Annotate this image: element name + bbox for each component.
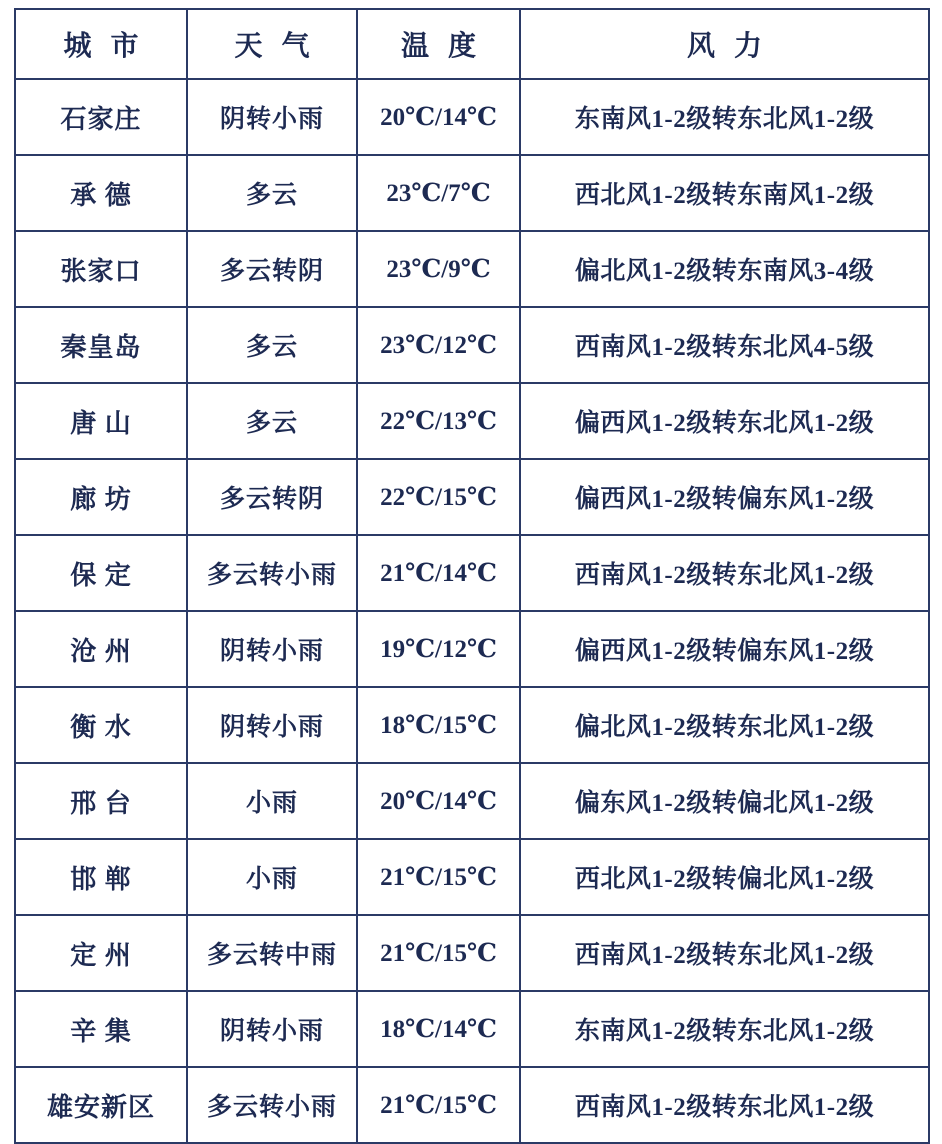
table-row — [15, 459, 929, 535]
cell-temperature: 18℃/14℃ — [357, 991, 520, 1067]
cell-city: 邯 郸 — [15, 839, 187, 915]
cell-city: 辛 集 — [15, 991, 187, 1067]
cell-city: 沧 州 — [15, 611, 187, 687]
cell-temperature: 21℃/15℃ — [357, 915, 520, 991]
cell-weather: 多云转阴 — [187, 459, 357, 535]
cell-city: 衡 水 — [15, 687, 187, 763]
cell-weather: 多云转阴 — [187, 231, 357, 307]
cell-weather: 阴转小雨 — [187, 611, 357, 687]
table-row — [15, 611, 929, 687]
cell-temperature: 20℃/14℃ — [357, 763, 520, 839]
table-row — [15, 991, 929, 1067]
cell-wind: 西北风1-2级转偏北风1-2级 — [520, 839, 929, 915]
cell-city: 承 德 — [15, 155, 187, 231]
cell-weather: 阴转小雨 — [187, 991, 357, 1067]
table-row — [15, 915, 929, 991]
cell-temperature: 23℃/12℃ — [357, 307, 520, 383]
cell-city: 雄安新区 — [15, 1067, 187, 1143]
cell-city: 秦皇岛 — [15, 307, 187, 383]
table-row — [15, 1067, 929, 1143]
cell-wind: 西南风1-2级转东北风1-2级 — [520, 1067, 929, 1143]
cell-temperature: 23℃/7℃ — [357, 155, 520, 231]
table-body — [15, 79, 929, 1143]
cell-weather: 多云 — [187, 155, 357, 231]
cell-temperature: 20℃/14℃ — [357, 79, 520, 155]
cell-wind: 偏东风1-2级转偏北风1-2级 — [520, 763, 929, 839]
cell-temperature: 19℃/12℃ — [357, 611, 520, 687]
cell-weather: 多云转小雨 — [187, 535, 357, 611]
column-header-temperature: 温 度 — [357, 9, 520, 79]
cell-weather: 小雨 — [187, 763, 357, 839]
column-header-weather: 天 气 — [187, 9, 357, 79]
cell-wind: 偏北风1-2级转东北风1-2级 — [520, 687, 929, 763]
column-header-city: 城 市 — [15, 9, 187, 79]
cell-temperature: 23℃/9℃ — [357, 231, 520, 307]
column-header-wind: 风 力 — [520, 9, 929, 79]
cell-weather: 多云 — [187, 307, 357, 383]
cell-wind: 偏西风1-2级转东北风1-2级 — [520, 383, 929, 459]
cell-temperature: 22℃/13℃ — [357, 383, 520, 459]
cell-weather: 多云转小雨 — [187, 1067, 357, 1143]
table-row — [15, 307, 929, 383]
cell-wind: 东南风1-2级转东北风1-2级 — [520, 991, 929, 1067]
cell-wind: 西南风1-2级转东北风1-2级 — [520, 915, 929, 991]
table-row — [15, 231, 929, 307]
cell-city: 保 定 — [15, 535, 187, 611]
cell-weather: 阴转小雨 — [187, 79, 357, 155]
cell-city: 唐 山 — [15, 383, 187, 459]
cell-weather: 小雨 — [187, 839, 357, 915]
table-row — [15, 79, 929, 155]
cell-city: 石家庄 — [15, 79, 187, 155]
table-row — [15, 155, 929, 231]
table-header — [15, 9, 929, 79]
cell-city: 定 州 — [15, 915, 187, 991]
table-row — [15, 687, 929, 763]
header-row — [15, 9, 929, 79]
cell-temperature: 21℃/15℃ — [357, 1067, 520, 1143]
cell-wind: 偏北风1-2级转东南风3-4级 — [520, 231, 929, 307]
cell-wind: 偏西风1-2级转偏东风1-2级 — [520, 459, 929, 535]
table-row — [15, 839, 929, 915]
cell-temperature: 21℃/14℃ — [357, 535, 520, 611]
cell-weather: 阴转小雨 — [187, 687, 357, 763]
table-row — [15, 383, 929, 459]
cell-wind: 西南风1-2级转东北风1-2级 — [520, 535, 929, 611]
city-weather-table — [14, 8, 930, 1144]
cell-wind: 西南风1-2级转东北风4-5级 — [520, 307, 929, 383]
cell-wind: 西北风1-2级转东南风1-2级 — [520, 155, 929, 231]
cell-wind: 偏西风1-2级转偏东风1-2级 — [520, 611, 929, 687]
cell-weather: 多云 — [187, 383, 357, 459]
cell-weather: 多云转中雨 — [187, 915, 357, 991]
cell-temperature: 22℃/15℃ — [357, 459, 520, 535]
cell-wind: 东南风1-2级转东北风1-2级 — [520, 79, 929, 155]
table-row — [15, 535, 929, 611]
cell-temperature: 18℃/15℃ — [357, 687, 520, 763]
cell-city: 廊 坊 — [15, 459, 187, 535]
cell-city: 邢 台 — [15, 763, 187, 839]
cell-city: 张家口 — [15, 231, 187, 307]
cell-temperature: 21℃/15℃ — [357, 839, 520, 915]
table-row — [15, 763, 929, 839]
